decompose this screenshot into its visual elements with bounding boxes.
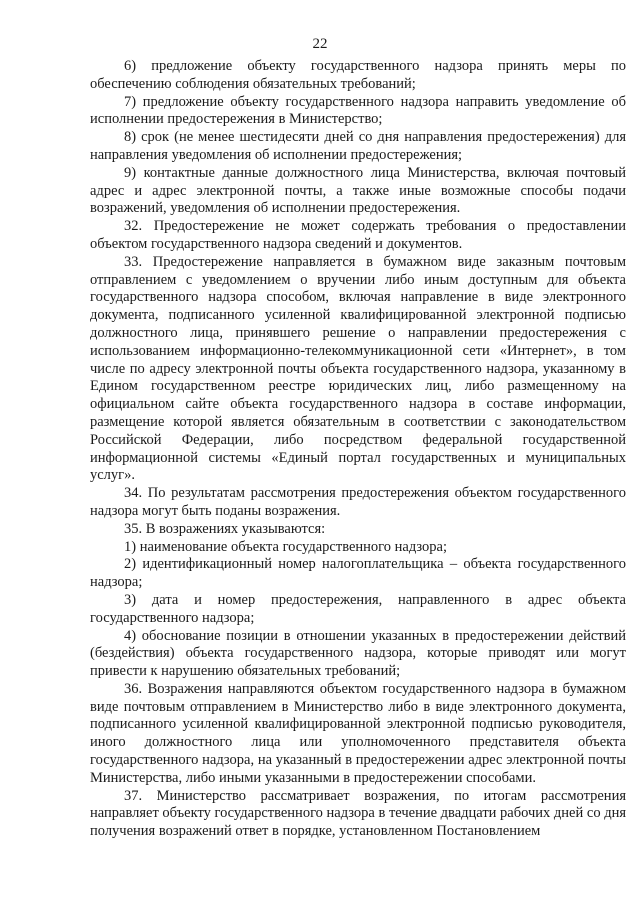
paragraph-34: 34. По результатам рассмотрения предостережения объектом государственного надзора могут быть поданы возражения.: [90, 485, 626, 519]
document-body: [90, 58, 626, 841]
page-number: 22: [312, 36, 328, 52]
paragraph-35-item-1: 1) наименование объекта государственного надзора;: [124, 538, 447, 555]
paragraph-35-item-2: 2) идентификационный номер налогоплательщика – объекта государственного надзора;: [90, 556, 626, 591]
paragraph-item-6: 6) предложение объекту государственного надзора принять меры по обеспечению соблюдения обязательных требований;: [90, 58, 626, 92]
paragraph-item-9: 9) контактные данные должностного лица Министерства, включая почтовый адрес и адрес электронной почты, а также иные возможные способы подачи возражений, уведомления об исполнении предостережения.: [90, 164, 626, 217]
paragraph-item-8: 8) срок (не менее шестидесяти дней со дня направления предостережения) для направления уведомления об исполнении предостережения;: [90, 129, 626, 163]
paragraph-33: 33. Предостережение направляется в бумажном виде заказным почтовым отправлением с уведомлением о вручении либо иным доступным для объекта государственного надзора способом, включая направление в виде электронного документа, подписанного усиленной квалифицированной электронной подписью должностного лица, принявшего решение о направлении предостережения с использованием информационно-телекоммуникационной сети «Интернет», в том числе по адресу электронной почты объекта государственного надзора, указанному в Едином государственном реестре юридических лиц, либо размещенному на официальном сайте объекта государственного надзора в составе информации, размещение которой является обязательным в соответствии с законодательством Российской Федерации, либо посредством федеральной государственной информационной системы «Единый портал государственных и муниципальных услуг».: [90, 253, 626, 484]
paragraph-item-7: 7) предложение объекту государственного надзора направить уведомление об исполнении предостережения в Министерство;: [90, 93, 626, 128]
paragraph-35-item-3: 3) дата и номер предостережения, направленного в адрес объекта государственного надзора;: [90, 591, 626, 626]
paragraph-35: 35. В возражениях указываются:: [124, 520, 326, 537]
paragraph-37: 37. Министерство рассматривает возражения, по итогам рассмотрения направляет объекту государственного надзора в течение двадцати рабочих дней со дня получения возражений ответ в порядке, установленном Постановлением: [90, 787, 626, 840]
paragraph-32: 32. Предостережение не может содержать требования о предоставлении объектом государственного надзора сведений и документов.: [90, 218, 626, 252]
paragraph-35-item-4: 4) обоснование позиции в отношении указанных в предостережении действий (бездействия) объекта государственного надзора, которые приводят или могут привести к нарушению обязательных требований;: [90, 627, 626, 680]
paragraph-36: 36. Возражения направляются объектом государственного надзора в бумажном виде почтовым отправлением в Министерство либо в виде электронного документа, подписанного усиленной квалифицированной электронной подписью руководителя, иного должностного лица или уполномоченного представителя объекта государственного надзора, на указанный в предостережении адрес электронной почты Министерства, либо иными указанными в предостережении способами.: [90, 680, 626, 786]
